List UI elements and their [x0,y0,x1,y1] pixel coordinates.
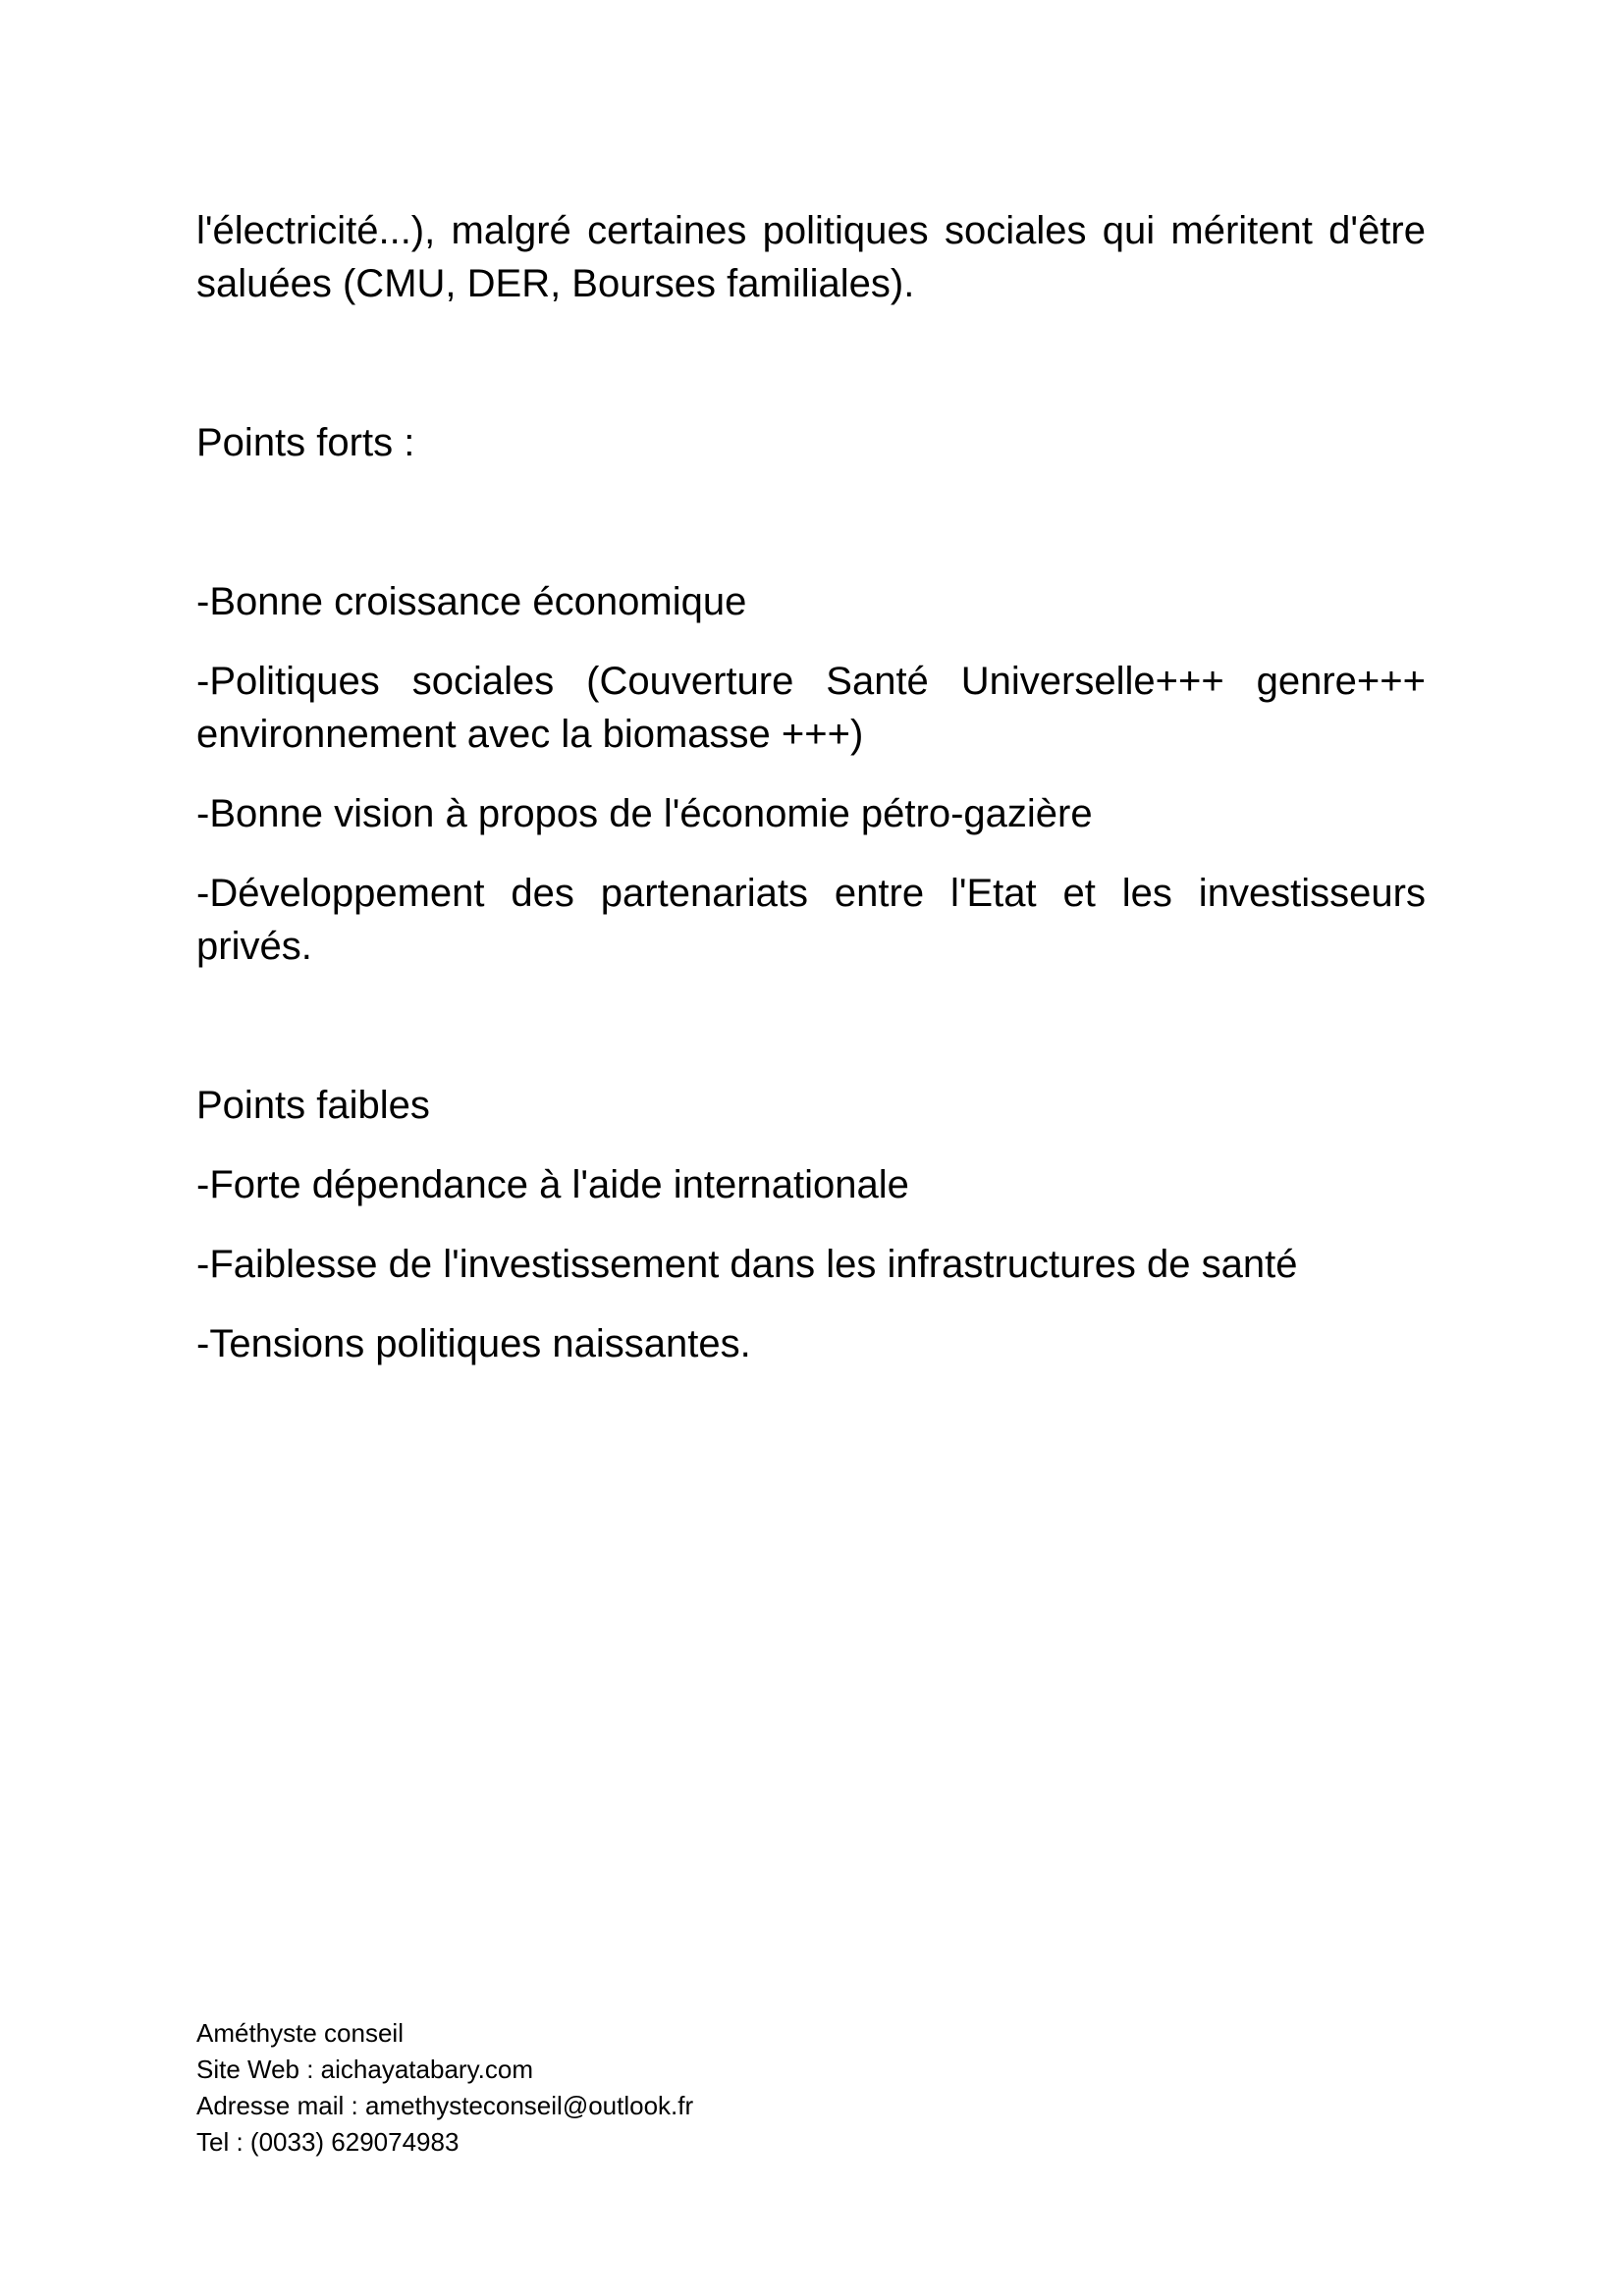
footer-phone: Tel : (0033) 629074983 [196,2127,460,2157]
intro-line-1: l'électricité...), malgré certaines politiques sociales qui méritent d'être [196,209,1426,252]
intro-paragraph [196,204,1426,310]
points-forts-item-3: -Bonne vision à propos de l'économie pétro-gazière [196,792,1093,835]
points-forts-item-2-line-1: -Politiques sociales (Couverture Santé Universelle+++ genre+++ [196,660,1426,703]
paragraph-spacer [196,337,1426,390]
footer-company: Améthyste conseil [196,2018,404,2048]
footer-website: Site Web : aichayatabary.com [196,2055,533,2084]
points-faibles-heading: Points faibles [196,1084,430,1127]
intro-line-2: saluées (CMU, DER, Bourses familiales). [196,262,915,305]
points-forts-item-2-line-2: environnement avec la biomasse +++) [196,713,864,756]
points-faibles-item-1: -Forte dépendance à l'aide internationale [196,1163,909,1206]
document-footer [196,2015,693,2161]
points-faibles-item-2: -Faiblesse de l'investissement dans les infrastructures de santé [196,1243,1298,1286]
paragraph-spacer [196,496,1426,549]
paragraph-spacer [196,999,1426,1052]
points-forts-item-4-line-2: privés. [196,925,312,968]
points-forts-item-4 [196,867,1426,973]
points-faibles-item-3: -Tensions politiques naissantes. [196,1322,751,1365]
points-forts-item-4-line-1: -Développement des partenariats entre l'Etat et les investisseurs [196,872,1426,915]
points-forts-heading: Points forts : [196,421,415,464]
document-body [196,204,1426,1397]
points-forts-item-1: -Bonne croissance économique [196,580,747,623]
points-forts-item-2 [196,655,1426,761]
footer-email: Adresse mail : amethysteconseil@outlook.fr [196,2091,694,2120]
